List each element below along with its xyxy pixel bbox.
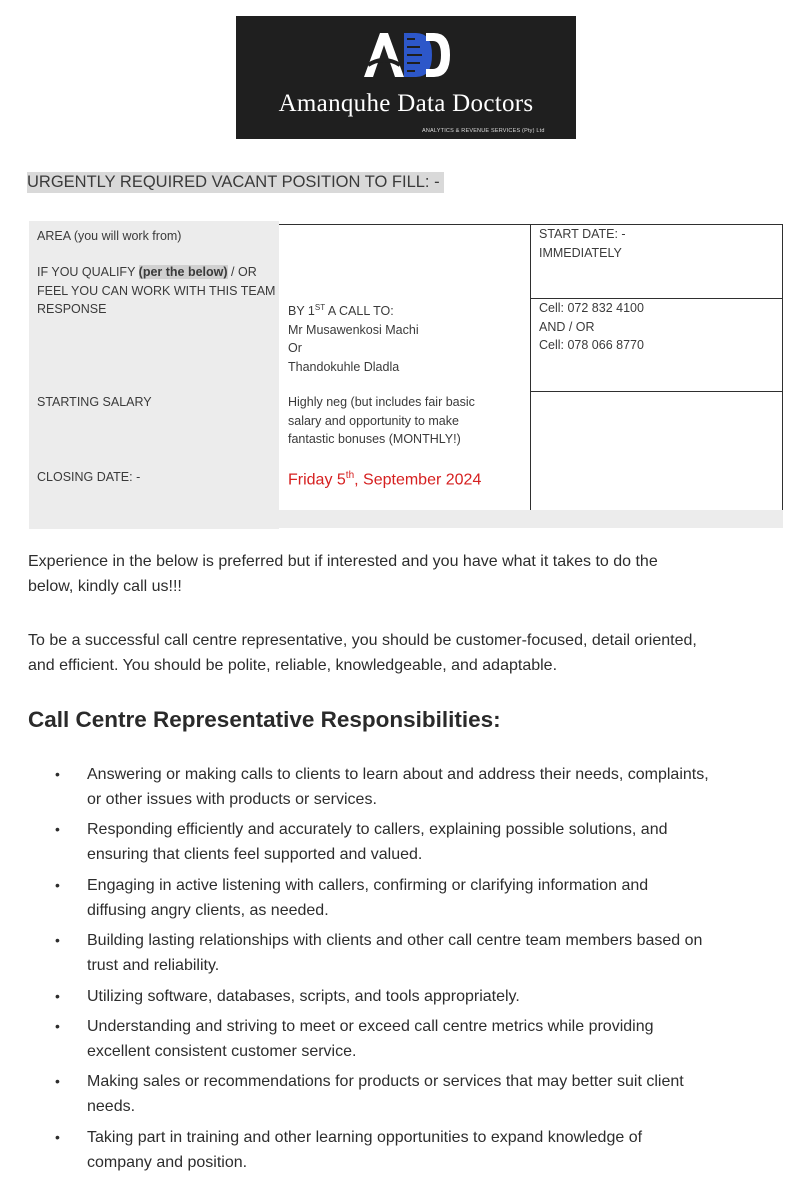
bullet-icon: • xyxy=(55,1129,60,1145)
company-name: Amanquhe Data Doctors xyxy=(278,90,534,117)
experience-paragraph: Experience in the below is preferred but if interested and you have what it takes to do the below, kindly call us!!! xyxy=(28,553,658,595)
list-item: • Understanding and striving to meet or exceed call centre metrics while providing excellent consistent customer service. xyxy=(87,1014,787,1064)
table-row-line-2 xyxy=(530,391,783,392)
list-item: • Making sales or recommendations for products or services that may better suit client needs. xyxy=(87,1069,787,1119)
company-tagline: ANALYTICS & REVENUE SERVICES (Pty) Ltd xyxy=(422,128,545,134)
list-item: • Utilizing software, databases, scripts, and tools appropriately. xyxy=(87,984,787,1009)
bullet-icon: • xyxy=(55,1018,60,1034)
bullet-icon: • xyxy=(55,766,60,782)
responsibilities-title: Call Centre Representative Responsibilities: xyxy=(28,707,501,732)
requirements-paragraph: To be a successful call centre representative, you should be customer-focused, detail oriented, and efficient. You should be polite, reliable, knowledgeable, and adaptable. xyxy=(28,632,697,674)
cell-numbers: Cell: 072 832 4100 AND / OR Cell: 078 066 8770 xyxy=(539,301,644,352)
vacancy-heading: URGENTLY REQUIRED VACANT POSITION TO FILL: - xyxy=(27,172,444,193)
table-right-border xyxy=(782,224,783,510)
salary-label: STARTING SALARY xyxy=(37,395,152,409)
add-monogram-icon xyxy=(360,25,452,85)
salary-value: Highly neg (but includes fair basic salary and opportunity to make fantastic bonuses (MONTHLY!) xyxy=(288,395,475,446)
list-item: • Building lasting relationships with clients and other call centre team members based on trust and reliability. xyxy=(87,928,787,978)
bullet-icon: • xyxy=(55,932,60,948)
list-item: • Responding efficiently and accurately to callers, explaining possible solutions, and ensuring that clients feel supported and valued. xyxy=(87,817,787,867)
list-item: • Answering or making calls to clients to learn about and address their needs, complaints, or other issues with products or services. xyxy=(87,762,787,812)
company-logo xyxy=(236,16,576,139)
list-item: • Taking part in training and other learning opportunities to expand knowledge of company and position. xyxy=(87,1125,787,1175)
bullet-icon: • xyxy=(55,1073,60,1089)
table-bottom-band xyxy=(29,510,783,528)
bullet-icon: • xyxy=(55,877,60,893)
area-label: AREA (you will work from) xyxy=(37,229,182,243)
table-divider xyxy=(530,224,531,510)
call-contacts: BY 1ST A CALL TO: Mr Musawenkosi Machi Or Thandokuhle Dladla xyxy=(288,303,419,374)
table-top-border xyxy=(279,224,783,225)
closing-date: Friday 5th, September 2024 xyxy=(288,470,482,489)
bullet-icon: • xyxy=(55,988,60,1004)
closing-label: CLOSING DATE: - xyxy=(37,470,141,484)
start-date: START DATE: - IMMEDIATELY xyxy=(539,227,626,260)
list-item: • Engaging in active listening with callers, confirming or clarifying information and diffusing angry clients, as needed. xyxy=(87,873,787,923)
bullet-icon: • xyxy=(55,821,60,837)
qualify-label: IF YOU QUALIFY (per the below) / OR FEEL YOU CAN WORK WITH THIS TEAM RESPONSE xyxy=(37,265,276,316)
